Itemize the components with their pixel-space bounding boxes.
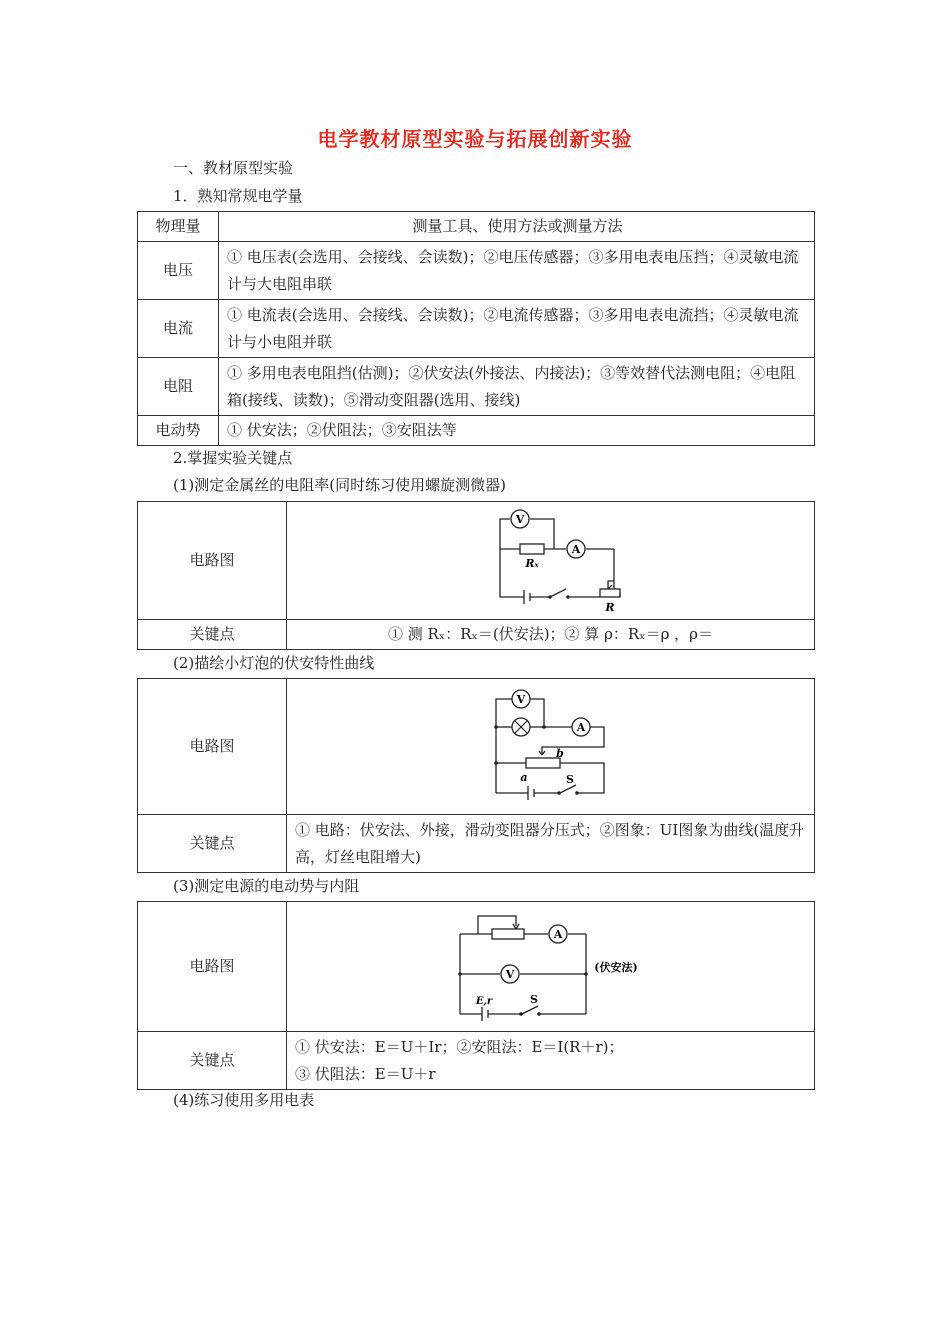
row-method: ① 伏安法；②伏阻法；③安阻法等 [219, 416, 815, 446]
source-label: E,r [475, 995, 493, 1007]
circuit-diagram-bulb [488, 685, 638, 809]
key-row [138, 815, 815, 873]
resistor-label: Rₓ [525, 556, 539, 570]
header-quantity: 物理量 [138, 212, 219, 242]
table-row [138, 358, 815, 416]
voltmeter-label: V [505, 967, 515, 981]
experiment-table-3 [137, 901, 815, 1090]
ammeter-label: A [553, 927, 563, 941]
rheostat-label: R [605, 600, 615, 614]
page-title: 电学教材原型实验与拓展创新实验 [317, 127, 633, 151]
subsection-heading: 2.掌握实验关键点 [173, 449, 293, 467]
header-method: 测量工具、使用方法或测量方法 [219, 212, 815, 242]
row-method: ① 电压表(会选用、会接线、会读数)；②电压传感器；③多用电表电压挡；④灵敏电流计与大电阻串联 [219, 242, 815, 300]
experiment-table-1 [137, 501, 815, 650]
experiment-heading: (1)测定金属丝的电阻率(同时练习使用螺旋测微器) [173, 476, 506, 494]
row-quantity: 电压 [138, 242, 219, 300]
circuit-diagram-emf [458, 908, 648, 1026]
table-row [138, 300, 815, 358]
experiment-heading: (2)描绘小灯泡的伏安特性曲线 [173, 654, 375, 672]
section-heading: 一、教材原型实验 [173, 159, 294, 177]
experiment-heading: (4)练习使用多用电表 [173, 1091, 315, 1109]
switch-label: S [566, 772, 574, 786]
end-a-label: a [520, 770, 528, 784]
row-quantity: 电动势 [138, 416, 219, 446]
table-row [138, 416, 815, 446]
diagram-label: 电路图 [138, 679, 287, 815]
key-content: ① 电路：伏安法、外接，滑动变阻器分压式；②图象：UI图象为曲线(温度升高，灯丝电阻增大) [287, 815, 815, 873]
key-line: ③ 伏阻法：E＝U＋r [295, 1064, 436, 1083]
table-header-row [138, 212, 815, 242]
key-content [287, 1032, 815, 1090]
quantity-table [137, 211, 815, 446]
row-quantity: 电流 [138, 300, 219, 358]
circuit-diagram-resistivity [488, 507, 638, 615]
key-label: 关键点 [138, 815, 287, 873]
key-line: ① 伏安法：E＝U＋Ir；②安阻法：E＝I(R＋r)； [295, 1037, 624, 1056]
row-quantity: 电阻 [138, 358, 219, 416]
subsection-heading: 1．熟知常规电学量 [173, 187, 303, 205]
diagram-row [138, 679, 815, 815]
experiment-heading: (3)测定电源的电动势与内阻 [173, 877, 360, 895]
key-label: 关键点 [138, 1032, 287, 1090]
ammeter-label: A [571, 542, 581, 556]
key-content: ① 测 Rₓ：Rₓ＝(伏安法)；② 算 ρ：Rₓ＝ρ ，ρ＝ [287, 620, 815, 650]
ammeter-label: A [576, 720, 586, 734]
voltmeter-label: V [515, 512, 525, 526]
end-b-label: b [556, 746, 564, 760]
circuit-diagram-cell [287, 679, 815, 815]
circuit-diagram-cell [287, 902, 815, 1032]
key-label: 关键点 [138, 620, 287, 650]
method-label: (伏安法) [594, 960, 638, 974]
table-row [138, 242, 815, 300]
key-row [138, 620, 815, 650]
diagram-row [138, 502, 815, 620]
row-method: ① 电流表(会选用、会接线、会读数)；②电流传感器；③多用电表电流挡；④灵敏电流计与小电阻并联 [219, 300, 815, 358]
experiment-table-2 [137, 678, 815, 873]
diagram-label: 电路图 [138, 502, 287, 620]
switch-label: S [530, 992, 538, 1006]
key-row [138, 1032, 815, 1090]
circuit-diagram-cell [287, 502, 815, 620]
diagram-row [138, 902, 815, 1032]
diagram-label: 电路图 [138, 902, 287, 1032]
row-method: ① 多用电表电阻挡(估测)；②伏安法(外接法、内接法)；③等效替代法测电阻；④电阻箱(接线、读数)；⑤滑动变阻器(选用、接线) [219, 358, 815, 416]
voltmeter-label: V [516, 692, 526, 706]
